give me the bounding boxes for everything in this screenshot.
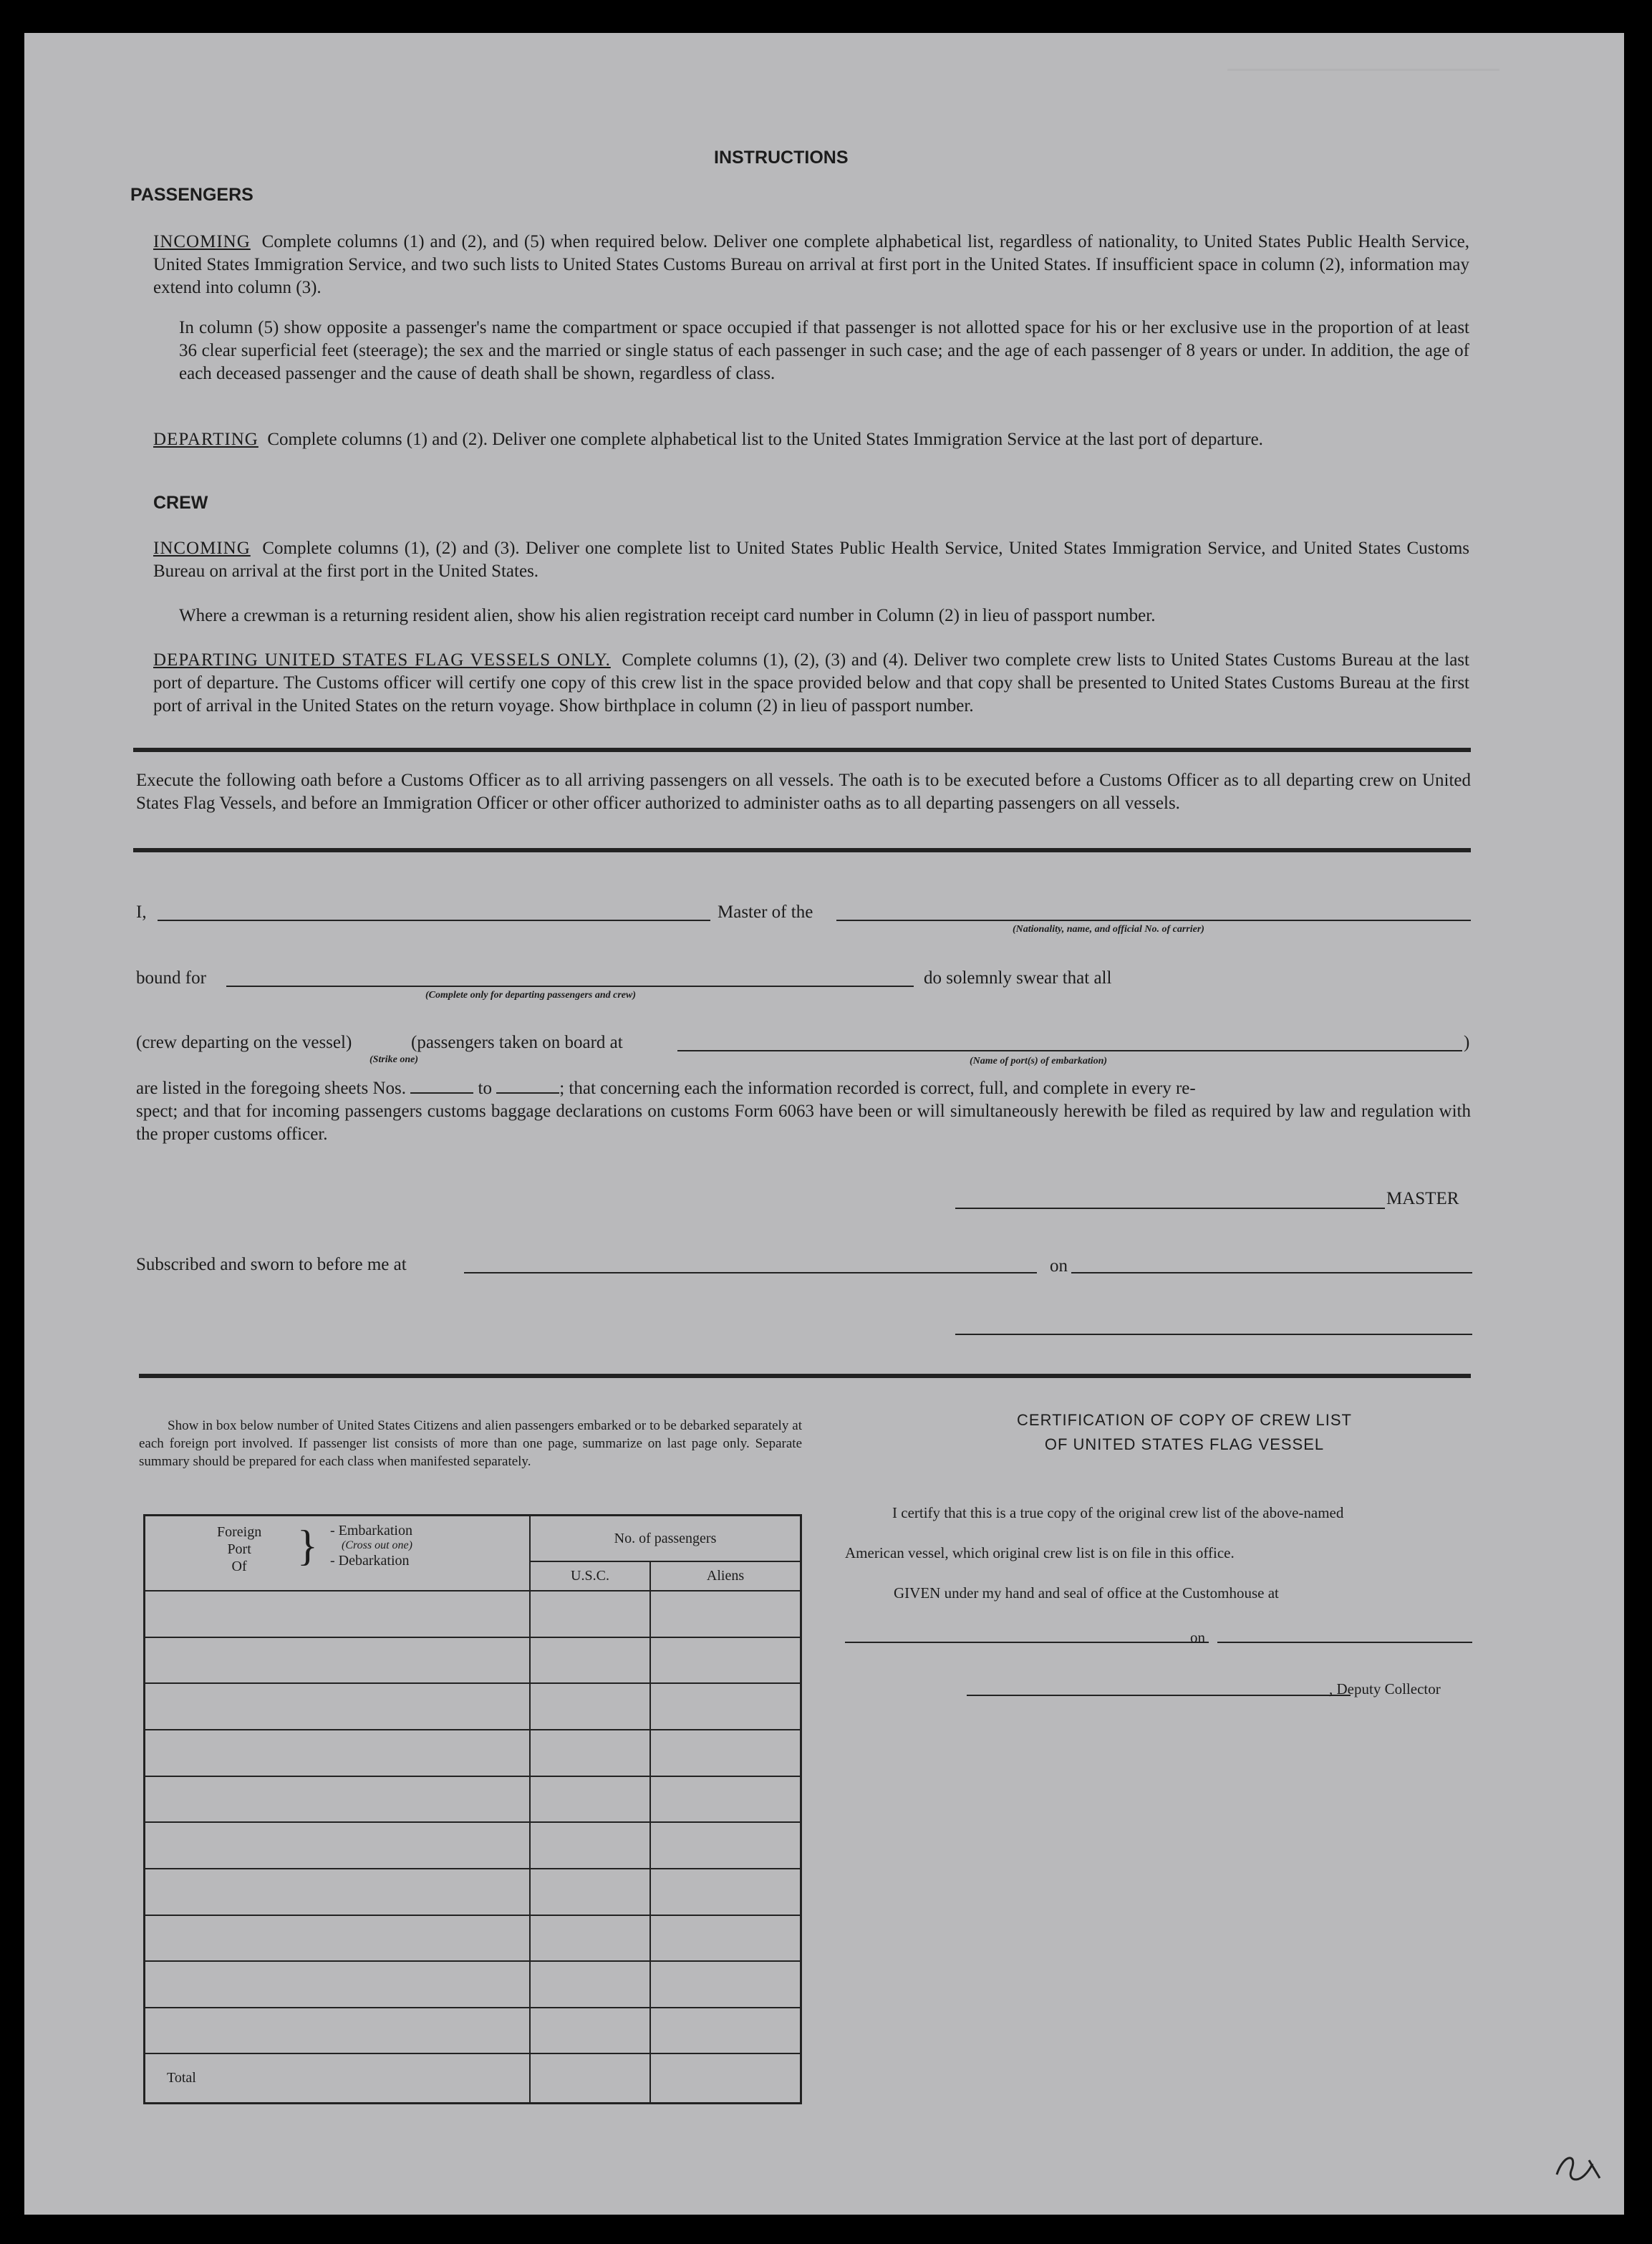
crew-departing-paragraph [153,649,1469,718]
double-rule-oath [133,848,1471,852]
subscribed-place-field[interactable] [464,1272,1037,1273]
debarkation-option[interactable]: - Debarkation [330,1553,410,1569]
aliens-header: Aliens [650,1561,801,1591]
page-title: INSTRUCTIONS [714,148,849,168]
port-cell[interactable] [145,1637,531,1684]
oath-i-label: I, [136,902,147,922]
listed-text-continued: spect; and that for incoming passengers customs baggage declarations on customs Form 6063 have been or will simultaneously herewith be filed as required by law and regulation with the proper customs officer. [136,1102,1471,1144]
total-label: Total [145,2053,531,2103]
bound-for-field[interactable] [226,986,914,987]
deputy-collector-label: , Deputy Collector [1329,1680,1441,1698]
usc-cell[interactable] [530,1869,650,1915]
aliens-cell[interactable] [650,1637,801,1684]
usc-cell[interactable] [530,2008,650,2054]
master-name-field[interactable] [158,920,710,921]
double-rule-top [133,748,1471,752]
aliens-cell[interactable] [650,1961,801,2008]
table-row [145,1822,801,1869]
brace-icon: } [297,1522,318,1569]
sheet-to-field[interactable] [496,1078,559,1094]
ports-field[interactable] [677,1050,1462,1051]
aliens-cell[interactable] [650,1822,801,1869]
listed-to-label: to [478,1079,492,1098]
table-row [145,1730,801,1776]
swear-text: do solemnly swear that all [924,968,1112,988]
table-row [145,1915,801,1962]
bound-for-note: (Complete only for departing passengers and crew) [425,990,636,1001]
usc-cell[interactable] [530,1591,650,1637]
usc-cell[interactable] [530,1776,650,1823]
cross-out-note: (Cross out one) [342,1539,412,1551]
aliens-cell[interactable] [650,1915,801,1962]
table-row [145,1869,801,1915]
strike-note: (Strike one) [369,1054,419,1065]
oath-intro: Execute the following oath before a Customs Officer as to all arriving passengers on all vessels. The oath is to be executed before a Customs Officer as to all departing crew on United States Flag Vessels, and before an Immigration Officer or other officer authorized to administer oaths as to all departing passengers on all vessels. [136,771,1471,813]
crew-incoming-text: Complete columns (1), (2) and (3). Deliver one complete list to United States Public Health Service, United States Immigration Service, and United States Customs Bureau on arrival at the first port in the United States. [153,539,1470,581]
crew-heading: CREW [153,493,208,513]
crew-incoming-paragraph [153,537,1469,583]
table-row [145,1637,801,1684]
crew-incoming-lead: INCOMING [153,539,251,558]
aliens-cell[interactable] [650,1730,801,1776]
passengers-departing-paragraph [153,428,1469,451]
certify-date-field[interactable] [1217,1642,1472,1643]
total-aliens-cell[interactable] [650,2053,801,2103]
aliens-cell[interactable] [650,1591,801,1637]
total-usc-cell[interactable] [530,2053,650,2103]
usc-cell[interactable] [530,1637,650,1684]
port-label: Port [227,1541,251,1557]
subscribed-on-label: on [1050,1256,1068,1276]
bound-for-label: bound for [136,968,206,988]
subscribed-date-field[interactable] [1071,1272,1472,1273]
master-of-label: Master of the [718,902,813,922]
summary-intro: Show in box below number of United States Citizens and alien passengers embarked or to be debarked separately at each foreign port involved. If passenger list consists of more than one page, summarize on last page only. Separate summary should be prepared for each class when manifested separately. [139,1418,802,1469]
double-rule-bottom [139,1374,1471,1378]
master-label: MASTER [1386,1189,1459,1208]
crew-departing-lead: DEPARTING UNITED STATES FLAG VESSELS ONLY. [153,650,611,670]
foreign-label: Foreign [217,1524,262,1540]
port-cell[interactable] [145,1683,531,1730]
master-signature-field[interactable] [955,1208,1385,1209]
port-cell[interactable] [145,1822,531,1869]
table-row [145,1591,801,1637]
passengers-departing-text: Complete columns (1) and (2). Deliver one complete alphabetical list to the United States Immigration Service at the last port of departure. [267,430,1263,449]
crew-departing-option[interactable]: (crew departing on the vessel) [136,1033,352,1052]
table-row [145,2008,801,2054]
certify-on-label: on [1190,1629,1205,1646]
no-passengers-header: No. of passengers [530,1516,801,1562]
table-row [145,1961,801,2008]
sheet-from-field[interactable] [410,1078,473,1094]
usc-header: U.S.C. [530,1561,650,1591]
listed-sheets-line [136,1077,1471,1100]
handwritten-mark [1550,2146,1607,2196]
port-cell[interactable] [145,1869,531,1915]
carrier-note: (Nationality, name, and official No. of carrier) [1013,924,1204,935]
passengers-taken-option[interactable]: (passengers taken on board at [411,1033,623,1052]
port-cell[interactable] [145,1776,531,1823]
aliens-cell[interactable] [650,1683,801,1730]
of-label: Of [231,1559,247,1574]
document-page [24,33,1624,2215]
listed-text: ; that concerning each the information recorded is correct, full, and complete in every re- [559,1079,1196,1098]
carrier-field[interactable] [836,920,1471,921]
aliens-cell[interactable] [650,2008,801,2054]
passengers-incoming-column5-text: In column (5) show opposite a passenger's name the compartment or space occupied if that passenger is not allotted space for his or her exclusive use in the proportion of at least 36 clear superficial feet (steerage); the sex and the married or single status of each passenger in such case; and the age of each passenger of 8 years or under. In addition, the age of each deceased passenger and the cause of death shall be shown, regardless of class. [179,318,1469,383]
passenger-summary-table [143,1514,802,2104]
usc-cell[interactable] [530,1961,650,2008]
usc-cell[interactable] [530,1683,650,1730]
certification-title-line2: OF UNITED STATES FLAG VESSEL [1044,1435,1325,1453]
certification-title [869,1408,1499,1457]
aliens-cell[interactable] [650,1776,801,1823]
port-cell[interactable] [145,1591,531,1637]
officer-signature-field[interactable] [955,1334,1472,1335]
passengers-departing-lead: DEPARTING [153,430,259,449]
passengers-incoming-text: Complete columns (1) and (2), and (5) when required below. Deliver one complete alphabetical list, regardless of nationality, to United States Public Health Service, United States Immigration Service, and two such lists to United States Customs Bureau on arrival at first port in the United States. If insufficient space in column (2), information may extend into column (3). [153,232,1470,297]
port-cell[interactable] [145,2008,531,2054]
table-row [145,1776,801,1823]
passengers-incoming-paragraph [153,231,1469,299]
usc-cell[interactable] [530,1822,650,1869]
listed-label: are listed in the foregoing sheets Nos. [136,1079,406,1098]
port-cell[interactable] [145,1915,531,1962]
deputy-signature-field[interactable] [967,1695,1351,1696]
ports-note: (Name of port(s) of embarkation) [970,1056,1108,1066]
ports-close-paren: ) [1464,1033,1470,1052]
certify-line2: American vessel, which original crew list is on file in this office. [845,1544,1235,1561]
crew-departing-text: Complete columns (1), (2), (3) and (4). Deliver two complete crew lists to United States Customs Bureau at the last port of departure. The Customs officer will certify one copy of this crew list in the space provided below and that copy shall be presented to United States Customs Bureau at the first port of arrival in the United States on the return voyage. Show birthplace in column (2) in lieu of passport number. [153,650,1469,716]
certification-title-line1: CERTIFICATION OF COPY OF CREW LIST [1017,1411,1352,1429]
bleed-through-stamp [1227,69,1499,135]
aliens-cell[interactable] [650,1869,801,1915]
port-cell[interactable] [145,1730,531,1776]
passengers-heading: PASSENGERS [130,185,253,205]
customhouse-field[interactable] [845,1642,1209,1643]
passengers-incoming-lead: INCOMING [153,232,251,251]
certify-line3: GIVEN under my hand and seal of office at the Customhouse at [894,1584,1279,1602]
subscribed-label: Subscribed and sworn to before me at [136,1255,407,1274]
crew-returning-alien-text: Where a crewman is a returning resident alien, show his alien registration receipt card number in Column (2) in lieu of passport number. [179,606,1156,625]
total-row [145,2053,801,2103]
port-cell[interactable] [145,1961,531,2008]
embarkation-option[interactable]: - Embarkation [330,1523,412,1538]
table-row [145,1683,801,1730]
usc-cell[interactable] [530,1730,650,1776]
usc-cell[interactable] [530,1915,650,1962]
certify-line1: I certify that this is a true copy of the original crew list of the above-named [892,1504,1344,1521]
port-header-cell [145,1516,531,1591]
